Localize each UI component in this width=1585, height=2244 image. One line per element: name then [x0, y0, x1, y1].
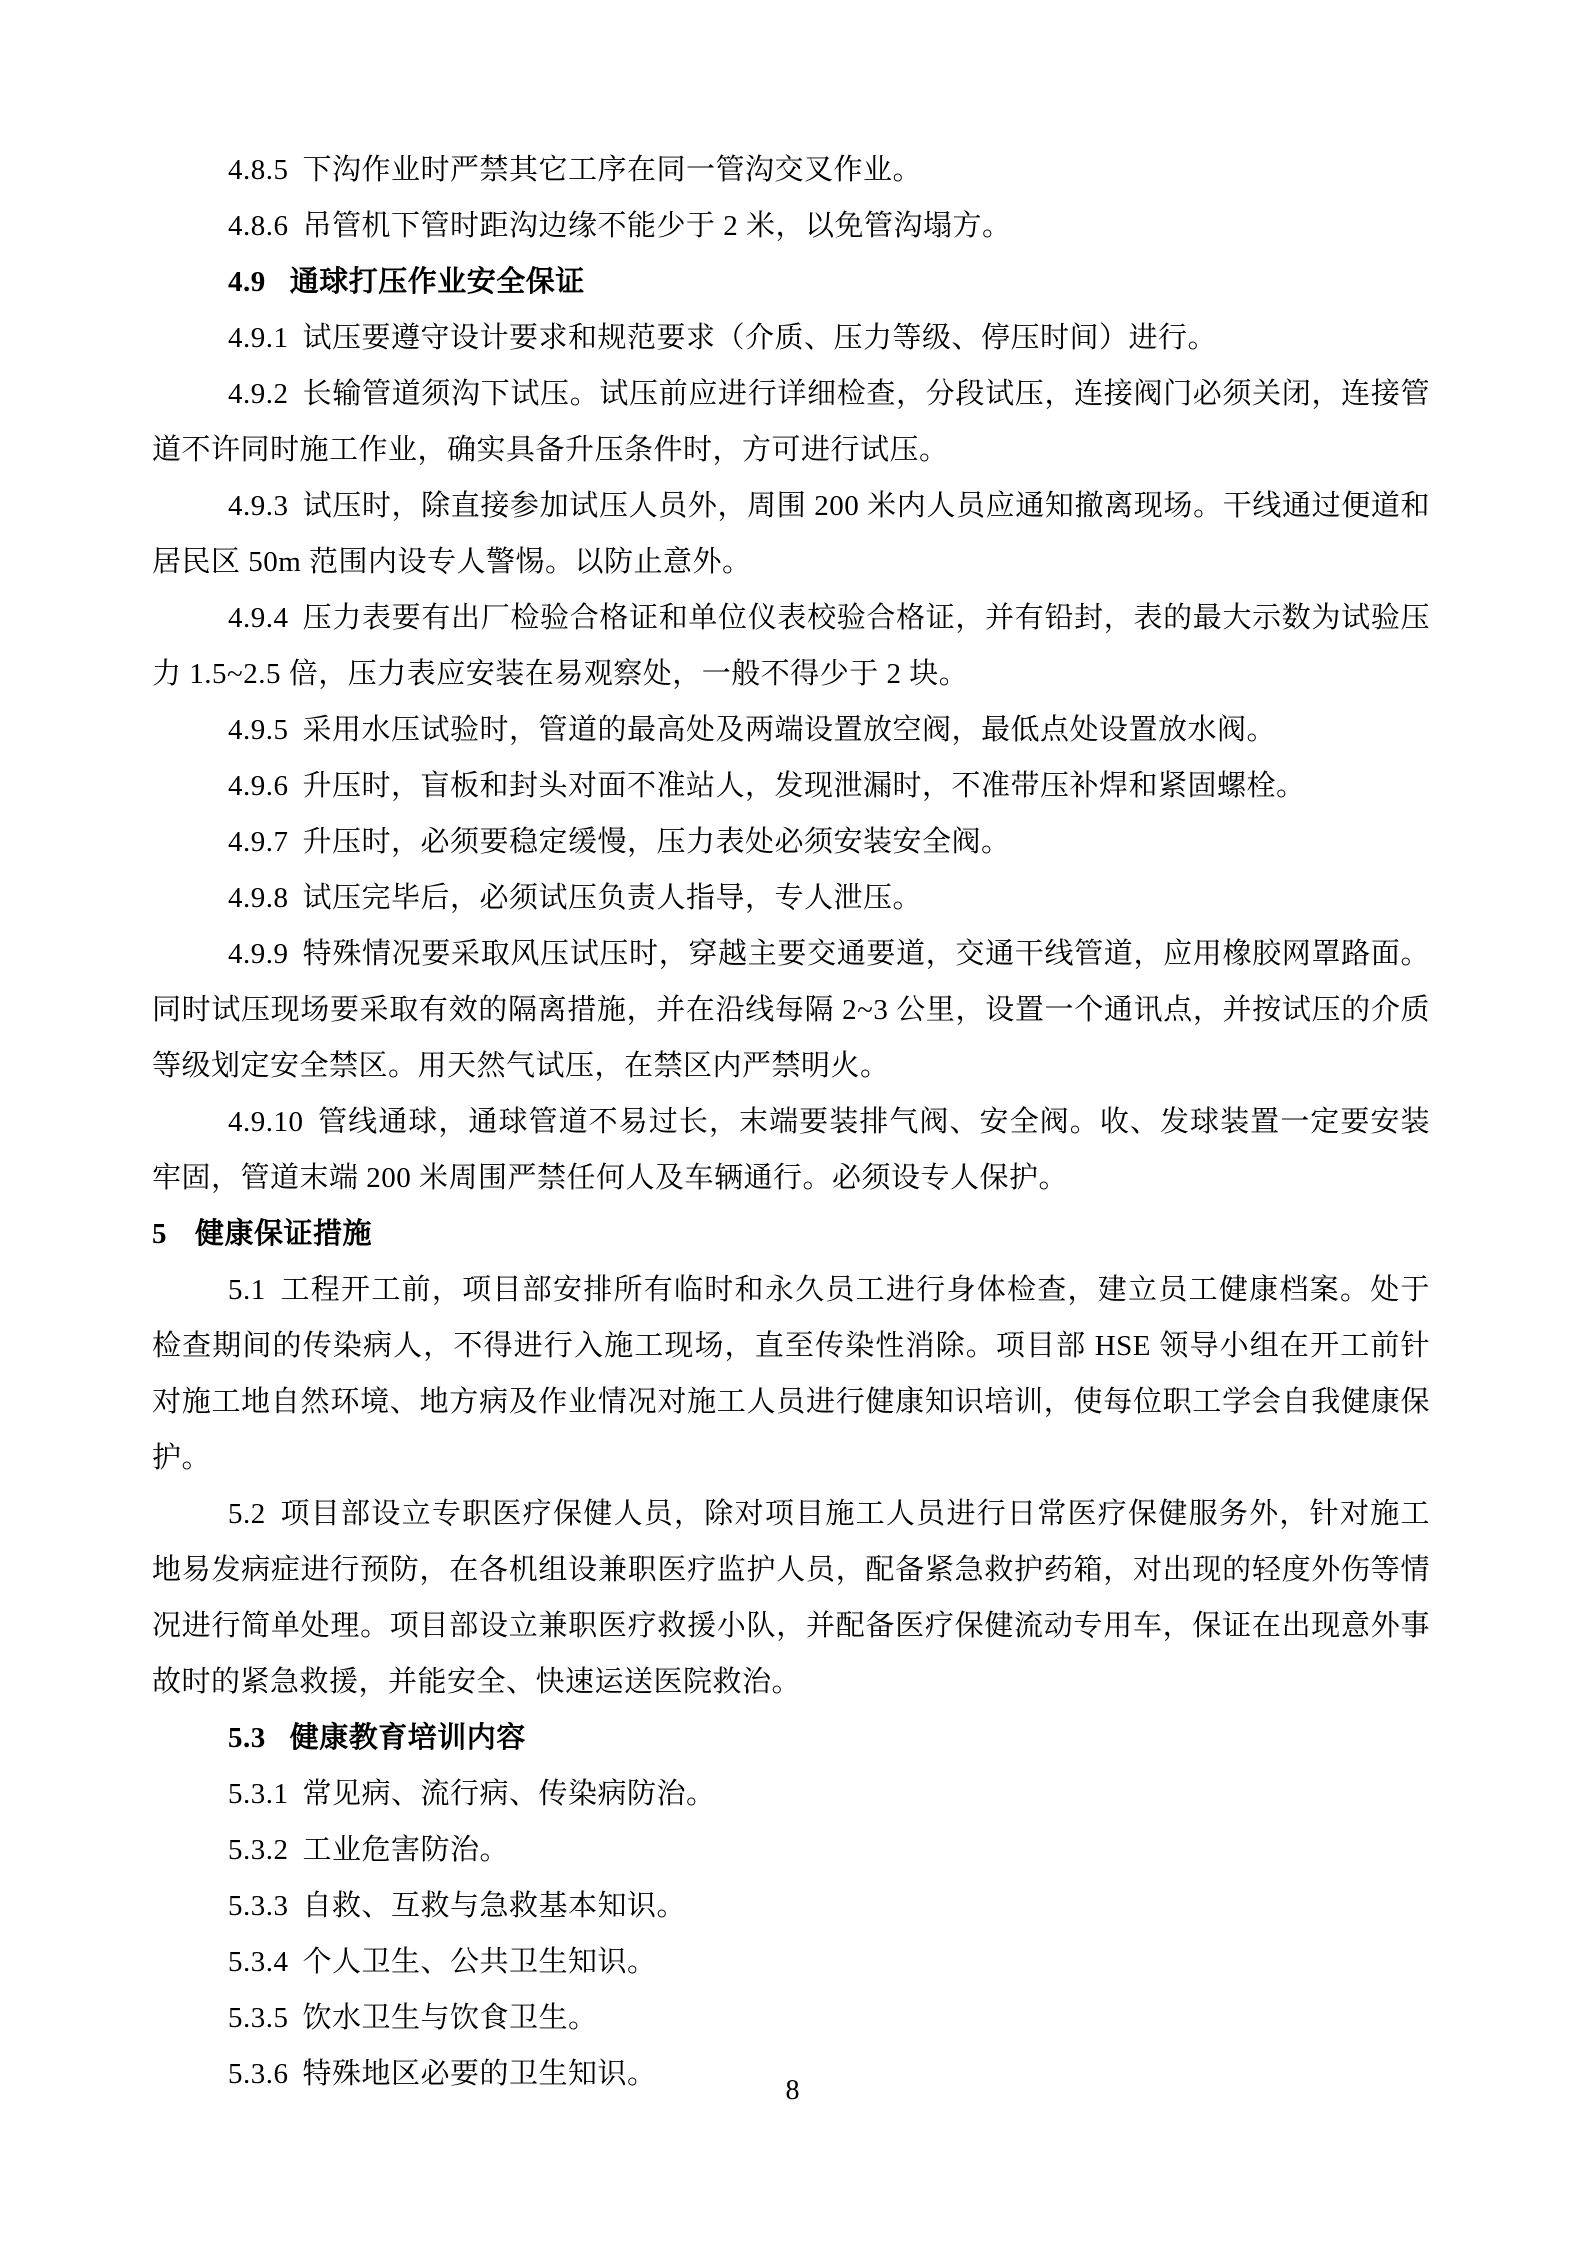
document-body: [152, 142, 1430, 2102]
clause-number: 4.9.4: [228, 602, 289, 634]
clause-number: 5.1: [228, 1274, 266, 1306]
clause-text: 特殊情况要采取风压试压时，穿越主要交通要道，交通干线管道，应用橡胶网罩路面。同时试压现场要采取有效的隔离措施，并在沿线每隔 2~3 公里，设置一个通讯点，并按试压的介质等级划定安全禁区。用天然气试压，在禁区内严禁明火。: [152, 938, 1430, 1082]
clause-text: 下沟作业时严禁其它工序在同一管沟交叉作业。: [302, 154, 923, 186]
clause-number: 5.2: [228, 1498, 266, 1530]
page-number: 8: [785, 2075, 800, 2106]
clause-text: 自救、互救与急救基本知识。: [302, 1890, 687, 1922]
clause-paragraph: [152, 1990, 1430, 2046]
page-footer: [0, 2074, 1585, 2108]
clause-text: 采用水压试验时，管道的最高处及两端设置放空阀，最低点处设置放水阀。: [302, 714, 1277, 746]
clause-text: 特殊地区必要的卫生知识。: [302, 2058, 657, 2090]
section-heading: [152, 254, 1430, 310]
clause-text: 工程开工前，项目部安排所有临时和永久员工进行身体检查，建立员工健康档案。处于检查期间的传染病人，不得进行入施工现场，直至传染性消除。项目部 HSE 领导小组在开工前针对施工地自然环境、地方病及作业情况对施工人员进行健康知识培训，使每位职工学会自我健康保护。: [152, 1274, 1430, 1474]
clause-number: 4.9.7: [228, 826, 289, 858]
clause-number: 4.9.3: [228, 490, 289, 522]
clause-number: 5.3.6: [228, 2058, 289, 2090]
clause-number: 5: [152, 1218, 167, 1250]
clause-number: 4.9.1: [228, 322, 289, 354]
clause-number: 4.8.6: [228, 210, 289, 242]
clause-paragraph: [152, 870, 1430, 926]
clause-text: 个人卫生、公共卫生知识。: [302, 1946, 657, 1978]
clause-paragraph: [152, 590, 1430, 702]
clause-text: 长输管道须沟下试压。试压前应进行详细检查，分段试压，连接阀门必须关闭，连接管道不许同时施工作业，确实具备升压条件时，方可进行试压。: [152, 378, 1430, 466]
clause-paragraph: [152, 1486, 1430, 1710]
clause-paragraph: [152, 142, 1430, 198]
clause-paragraph: [152, 702, 1430, 758]
clause-number: 5.3.1: [228, 1778, 289, 1810]
clause-paragraph: [152, 366, 1430, 478]
clause-paragraph: [152, 1878, 1430, 1934]
clause-text: 常见病、流行病、传染病防治。: [302, 1778, 716, 1810]
clause-number: 5.3.5: [228, 2002, 289, 2034]
clause-paragraph: [152, 926, 1430, 1094]
clause-paragraph: [152, 814, 1430, 870]
clause-text: 项目部设立专职医疗保健人员，除对项目施工人员进行日常医疗保健服务外，针对施工地易发病症进行预防，在各机组设兼职医疗监护人员，配备紧急救护药箱，对出现的轻度外伤等情况进行简单处理。项目部设立兼职医疗救援小队，并配备医疗保健流动专用车，保证在出现意外事故时的紧急救援，并能安全、快速运送医院救治。: [152, 1498, 1430, 1698]
section-heading: [152, 1206, 1430, 1262]
clause-number: 5.3: [228, 1722, 266, 1754]
clause-text: 工业危害防治。: [302, 1834, 510, 1866]
clause-text: 吊管机下管时距沟边缘不能少于 2 米，以免管沟塌方。: [302, 210, 1012, 242]
clause-paragraph: [152, 1822, 1430, 1878]
clause-paragraph: [152, 1766, 1430, 1822]
clause-number: 4.9.5: [228, 714, 289, 746]
clause-text: 健康保证措施: [195, 1218, 373, 1250]
clause-text: 健康教育培训内容: [289, 1722, 526, 1754]
clause-paragraph: [152, 310, 1430, 366]
clause-number: 4.9.10: [228, 1106, 304, 1138]
clause-text: 升压时，盲板和封头对面不准站人，发现泄漏时，不准带压补焊和紧固螺栓。: [302, 770, 1306, 802]
clause-text: 试压时，除直接参加试压人员外，周围 200 米内人员应通知撤离现场。干线通过便道和居民区 50m 范围内设专人警惕。以防止意外。: [152, 490, 1430, 578]
clause-paragraph: [152, 758, 1430, 814]
clause-number: 4.8.5: [228, 154, 289, 186]
clause-paragraph: [152, 1262, 1430, 1486]
clause-text: 试压完毕后，必须试压负责人指导，专人泄压。: [302, 882, 923, 914]
clause-text: 通球打压作业安全保证: [289, 266, 585, 298]
clause-number: 5.3.4: [228, 1946, 289, 1978]
clause-text: 管线通球，通球管道不易过长，末端要装排气阀、安全阀。收、发球装置一定要安装牢固，管道末端 200 米周围严禁任何人及车辆通行。必须设专人保护。: [152, 1106, 1430, 1194]
clause-number: 5.3.2: [228, 1834, 289, 1866]
clause-number: 5.3.3: [228, 1890, 289, 1922]
clause-number: 4.9.8: [228, 882, 289, 914]
clause-number: 4.9: [228, 266, 266, 298]
clause-text: 饮水卫生与饮食卫生。: [302, 2002, 598, 2034]
clause-paragraph: [152, 198, 1430, 254]
clause-paragraph: [152, 1094, 1430, 1206]
clause-number: 4.9.6: [228, 770, 289, 802]
clause-paragraph: [152, 1934, 1430, 1990]
section-heading: [152, 1710, 1430, 1766]
clause-text: 试压要遵守设计要求和规范要求（介质、压力等级、停压时间）进行。: [302, 322, 1218, 354]
clause-number: 4.9.2: [228, 378, 289, 410]
clause-text: 压力表要有出厂检验合格证和单位仪表校验合格证，并有铅封，表的最大示数为试验压力 1.5~2.5 倍，压力表应安装在易观察处，一般不得少于 2 块。: [152, 602, 1430, 690]
clause-number: 4.9.9: [228, 938, 289, 970]
clause-paragraph: [152, 478, 1430, 590]
clause-text: 升压时，必须要稳定缓慢，压力表处必须安装安全阀。: [302, 826, 1011, 858]
